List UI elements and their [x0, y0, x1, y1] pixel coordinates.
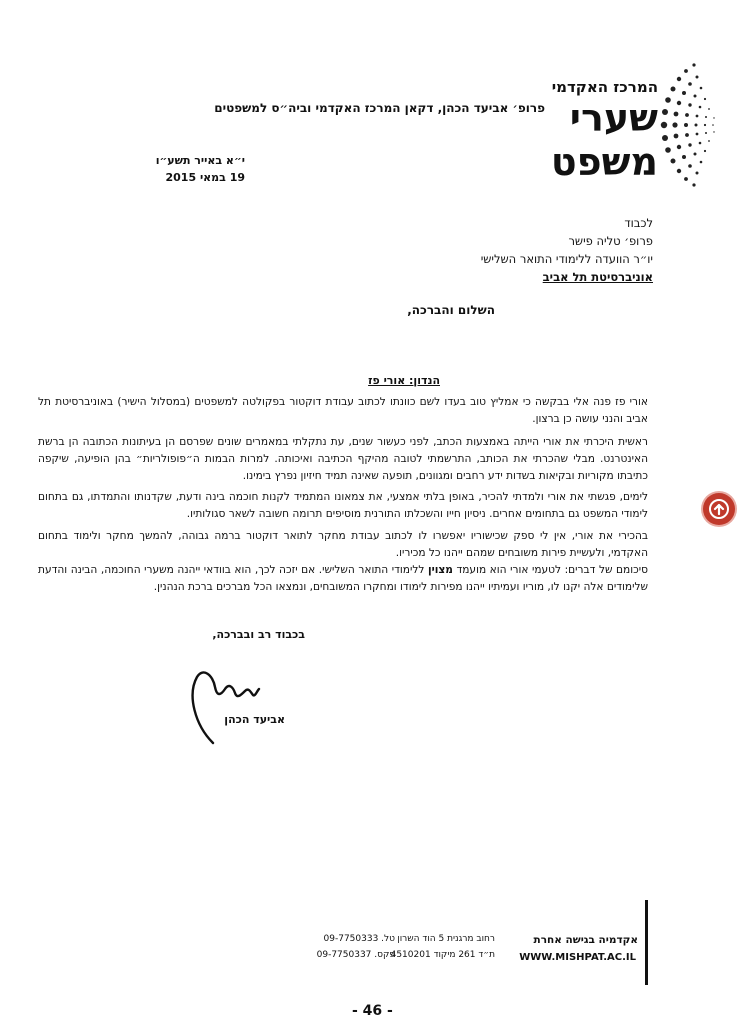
closing: בכבוד רב ובברכה, [212, 628, 305, 641]
footer-phone: טל. 09-7750333 [323, 934, 395, 944]
letterhead-title: פרופ׳ אביעד הכהן, דקאן המרכז האקדמי וביה״ס למשפטים [214, 101, 545, 115]
body-paragraph-4: בהכירי את אורי, אין לי ספק שכישוריו יאפשרו לו לכתוב עבודת מחקר לתואר דוקטור ברמה גבוהה, להמשך מחקר ולימוד בתחום האקדמי, ולעשיית פירות משובחים שמהם ייהנו כל מכיריו. [38, 530, 648, 559]
logo-org-small: המרכז האקדמי [551, 78, 658, 96]
greeting: השלום והברכה, [407, 303, 495, 317]
arrow-up-circle-icon [708, 498, 730, 520]
date-block [156, 152, 245, 186]
footer-brand: אקדמיה בגישה אחרת [533, 934, 638, 946]
addressee-line-3: יו״ר הוועדה ללימודי התואר השלישי [480, 252, 653, 266]
logo-line-1: שערי [569, 96, 658, 140]
footer-fax: פקס. 09-7750337 [316, 950, 395, 960]
body-paragraph-1: אורי פז פנה אלי בבקשה כי אמליץ טוב בעדו לשם כוונתו לכתוב עבודת דוקטור בפקולטה למשפטים (במסלול הישיר) באוניברסיטת תל אביב והנני עושה כן ברצון. [38, 396, 648, 425]
scroll-top-button[interactable] [703, 493, 735, 525]
summary-suffix: ללימודי התואר השלישי. אם יזכה לכך, הוא בוודאי ייהנה משערי החוכמה, הבינה והדעת שלימודים אלה יקנו לו, מוריו ועמיתיו ייהנו מפירות לימודו ומחקרו המשובחים, ונמצאו הכל מברכים ברכת הנהנין. [38, 564, 648, 593]
page-number: - 46 - [352, 1003, 393, 1019]
addressee-line-1: לכבוד [624, 216, 653, 230]
addressee-line-2: פרופ׳ טליה פישר [568, 234, 653, 248]
date-hebrew: י״א באייר תשע״ו [155, 154, 245, 167]
body-paragraph-2: ראשית היכרתי את אורי הייתה באמצעות הכתב, לפני כעשור שנים, עת נתקלתי במאמרים שונים שפרסם הן בעיתונות הכתובה הן ברשת האינטרנט. מבלי שהכרתי את הכותב, התרשמתי לטובה מהיקף הכתיבה ואיכותה. למרות הבמות ה״פופולריות״ בהן הופיעה, שיקפה כתיבתו מקוריות ובקיאות בשדות ידע רחבים ומגוונים, תופעה שאינה תמיד חיזיון נפרץ בימינו. [38, 436, 648, 482]
subject-line: הנדון: אורי פז [368, 374, 440, 387]
summary-prefix: סיכומם של דברים: לטעמי אורי הוא מועמד [452, 564, 648, 576]
logo-dots-icon [658, 60, 720, 190]
signature-image [185, 665, 275, 745]
footer-website: WWW.MISHPAT.AC.IL [519, 952, 636, 963]
addressee-line-4: אוניברסיטת תל אביב [542, 270, 653, 284]
summary-emphasis: מצוין [427, 564, 453, 576]
footer-divider [645, 900, 648, 985]
date-gregorian: 19 במאי 2015 [165, 171, 245, 184]
footer-address-2: ת״ד 261 מיקוד 4510201 [390, 950, 495, 960]
addressee-block [481, 214, 653, 286]
body-paragraph-5 [38, 562, 648, 596]
body-paragraph-3: לימים, פגשתי את אורי ולמדתי להכיר, באופן בלתי אמצעי, את צמאונו המתמיד לקנות חוכמה בינה ודעת, שקדנותו והתמדתו, גם בתחום לימודי המשפט גם בתחומים אחרים. ניסיון חייו והשכלתו התורנית מוסיפים תרומה חשובה לשאר סגולותיו. [38, 491, 648, 520]
footer-address-1: רחוב מרגנית 5 הוד השרון [397, 934, 495, 944]
signatory-name: אביעד הכהן [224, 713, 285, 726]
logo [550, 60, 720, 184]
logo-line-2: משפט [550, 140, 658, 184]
